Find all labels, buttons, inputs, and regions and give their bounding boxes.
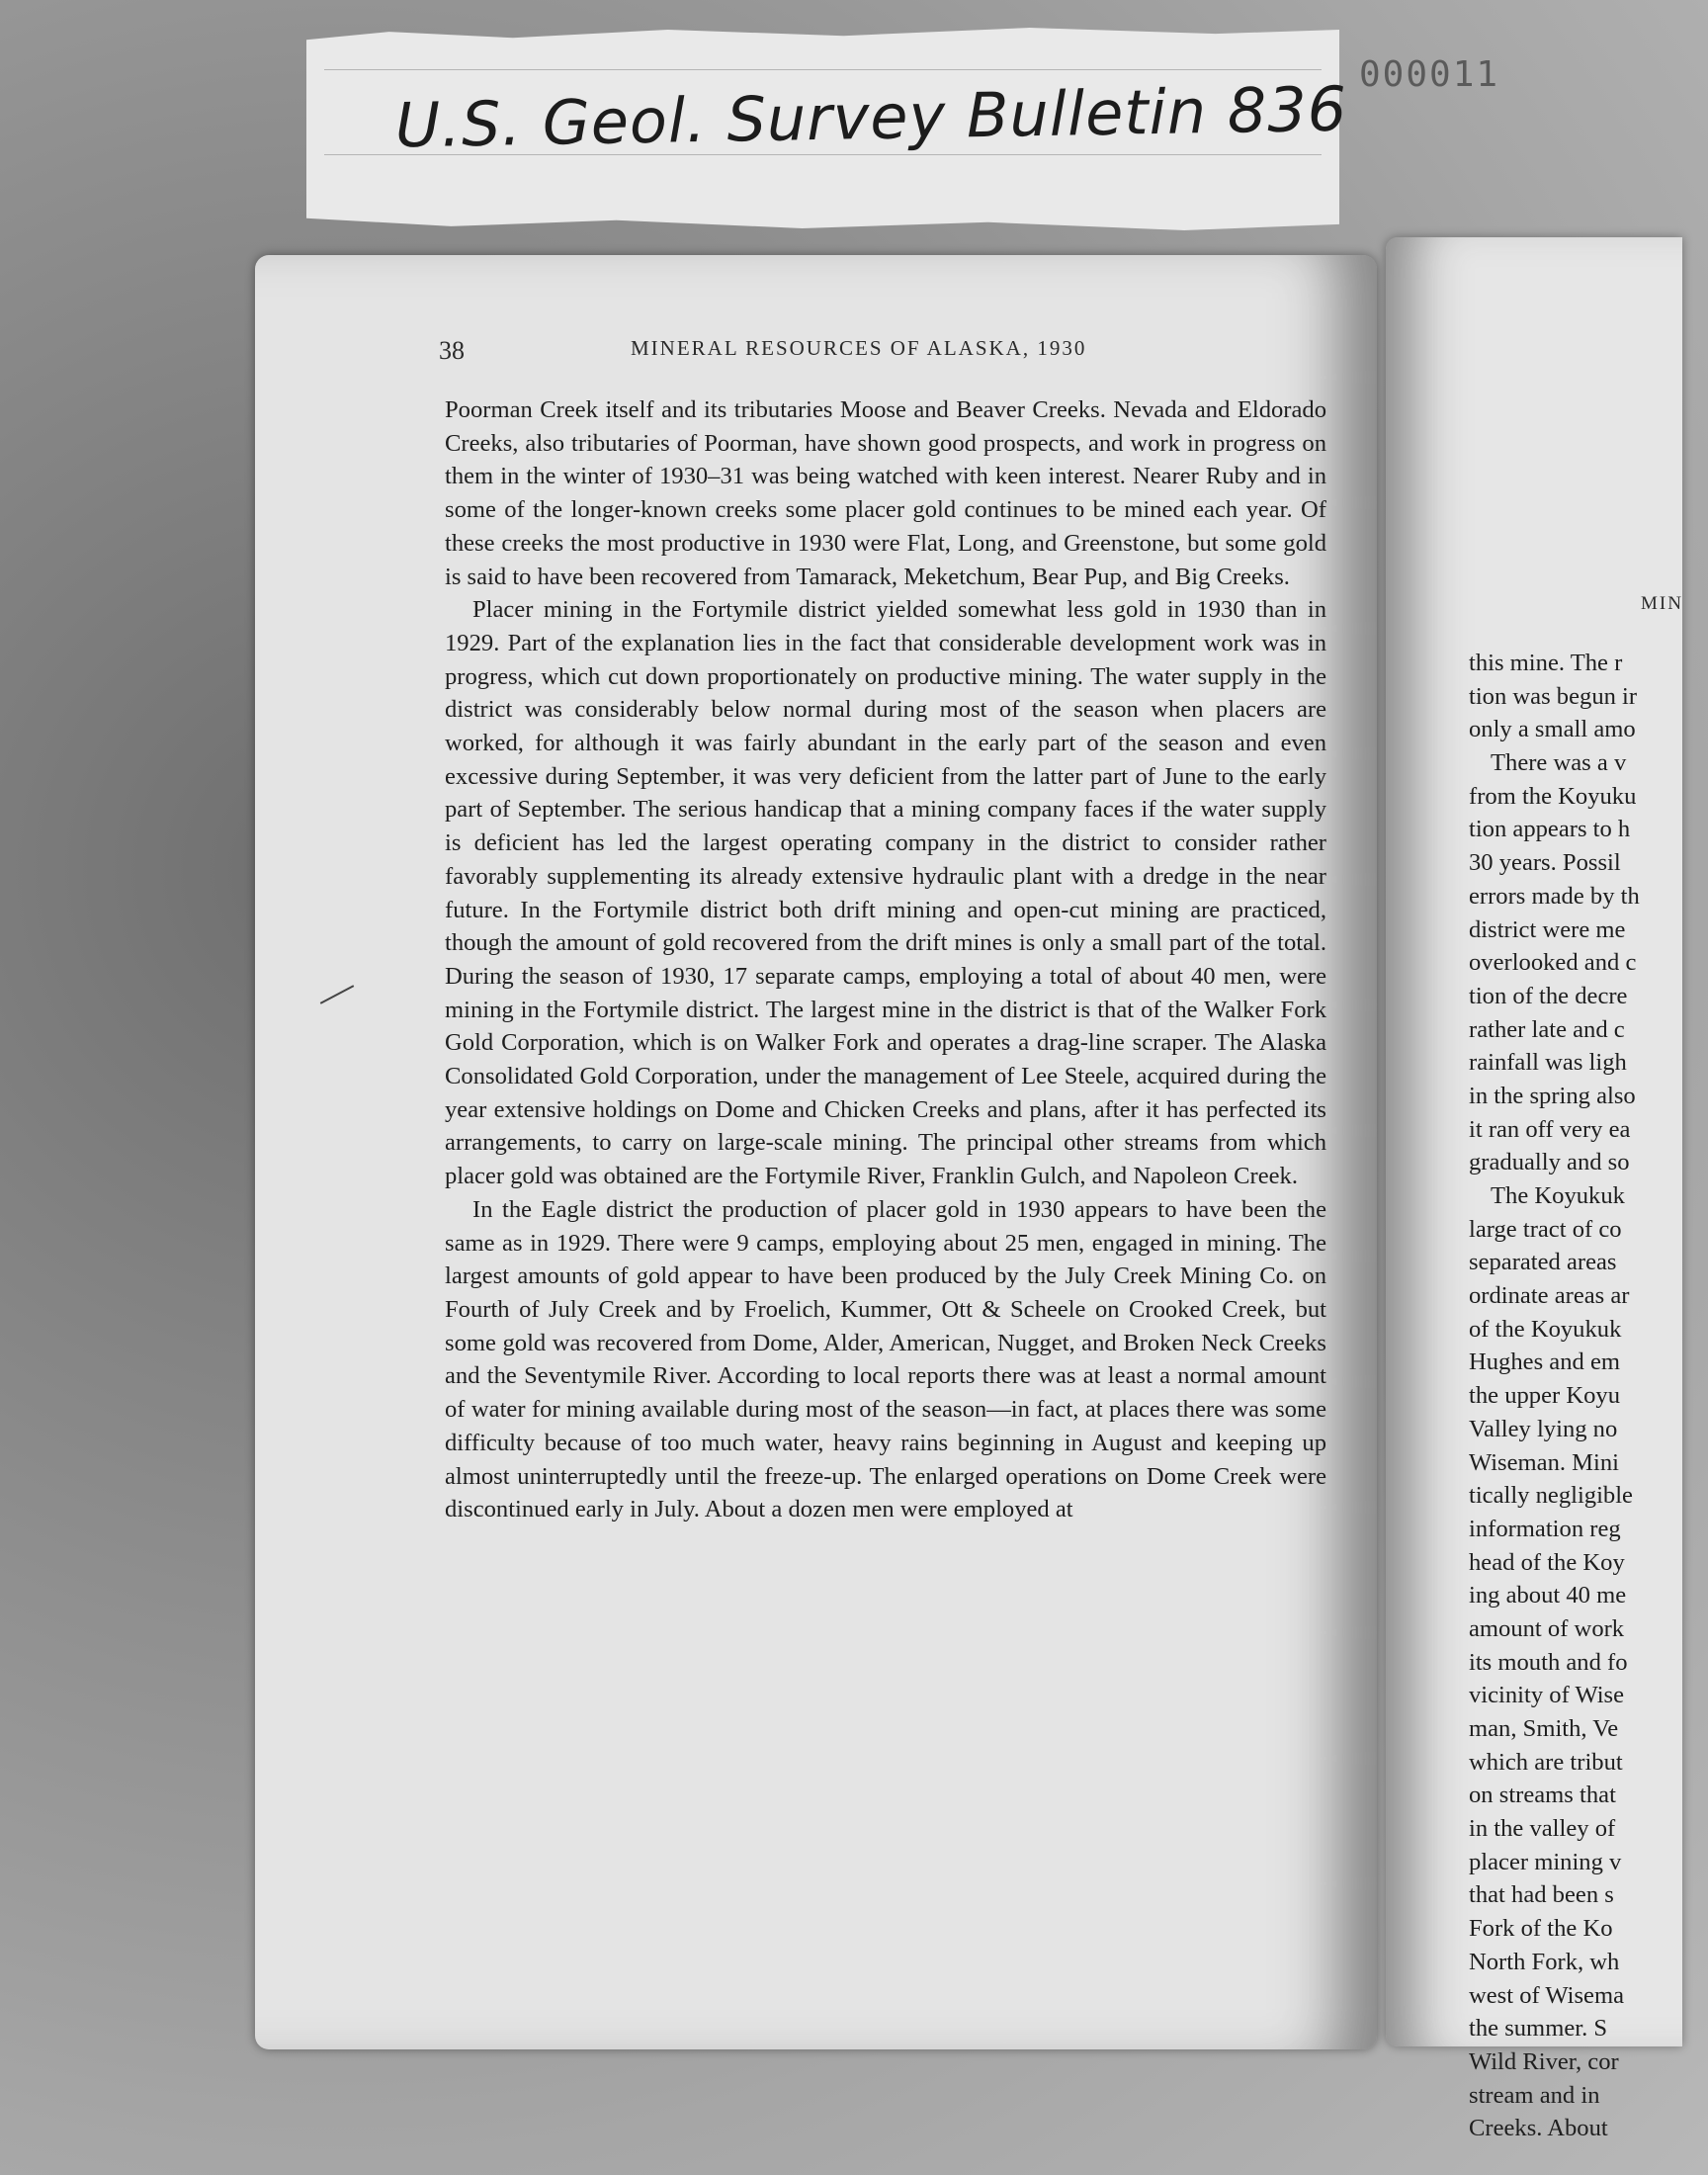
right-page-line: large tract of co [1469,1215,1622,1243]
right-page-line: Hughes and em [1469,1348,1620,1376]
right-page-line: head of the Koy [1469,1548,1625,1576]
right-page-line: rather late and c [1469,1015,1625,1043]
right-page-line: There was a v [1491,749,1627,777]
right-page-line: Fork of the Ko [1469,1915,1613,1943]
right-page-line: errors made by th [1469,882,1640,910]
right-page-line: Wiseman. Mini [1469,1448,1620,1476]
paragraph: Placer mining in the Fortymile district yielded somewhat less gold in 1930 than in 1929. Part of the explanation lies in the fact that considerable development work was in progress, which cut down proportionately on productive mining. The water supply in the district was considerably below normal during most of the season when placers are worked, for although it was fairly abundant in the early part of the season and even excessive during September, it was very deficient from the latter part of June to the early part of September. The serious handicap that a mining company faces if the water supply is deficient has led the largest operating company in the district to consider rather favorably supplementing its already extensive hydraulic plant with a dredge in the near future. In the Fortymile district both drift mining and open-cut mining are practiced, though the amount of gold recovered from the drift mines is only a small part of the total. During the season of 1930, 17 separate camps, employing a total of about 40 men, were mining in the Fortymile district. The largest mine in the district is that of the Walker Fork Gold Corporation, which is on Walker Fork and operates a drag-line scraper. The Alaska Consolidated Gold Corporation, under the management of Lee Steele, acquired during the year extensive holdings on Dome and Chicken Creeks and plans, after it has perfected its arrangements, to carry on large-scale mining. The principal other streams from which placer gold was obtained are the Fortymile River, Franklin Gulch, and Napoleon Creek. [445,596,1326,1190]
right-page-line: that had been s [1469,1881,1614,1909]
right-page-line: Valley lying no [1469,1415,1618,1442]
right-page-line: of the Koyukuk [1469,1315,1622,1343]
archive-stamp: 000011 [1359,54,1500,95]
paragraph: In the Eagle district the production of placer gold in 1930 appears to have been the same as in 1929. There were 9 camps, employing about 25 men, engaged in mining. The largest amounts of gold appear to have been produced by the July Creek Mining Co. on Fourth of July Creek and by Froelich, Kummer, Ott & Scheele on Crooked Creek, but some gold was recovered from Dome, Alder, American, Nugget, and Broken Neck Creeks and the Seventymile River. According to local reports there was at least a normal amount of water for mining available during most of the season—in fact, at places there was some difficulty because of too much water, heavy rains beginning in August and keeping up almost uninterruptedly until the freeze-up. The enlarged operations on Dome Creek were discontinued early in July. About a dozen men were employed at [445,1195,1326,1523]
right-page-line: only a small amo [1469,716,1636,743]
right-page-line: which are tribut [1469,1748,1623,1776]
right-page-line: in the spring also [1469,1082,1636,1109]
right-page [1386,237,1683,2142]
right-page-line: Creeks. About [1469,2115,1608,2142]
right-page-line: on streams that [1469,1782,1616,1809]
right-page-line: North Fork, wh [1469,1948,1620,1975]
handwritten-title: U.S. Geol. Survey Bulletin 836 [394,72,1348,162]
body-text [445,393,1326,1526]
right-page-line: man, Smith, Ve [1469,1715,1619,1742]
right-page-line: overlooked and c [1469,949,1637,977]
right-page-line: ordinate areas ar [1469,1282,1630,1310]
right-page-line: Wild River, cor [1469,2047,1619,2075]
strip-rule [324,69,1322,70]
right-page-line: amount of work [1469,1614,1625,1642]
page-number: 38 [439,336,465,365]
right-page-line: gradually and so [1469,1149,1630,1176]
right-page-line: tion appears to h [1469,816,1631,843]
right-page-text [1469,647,1706,2145]
right-page-line: its mouth and fo [1469,1648,1628,1676]
right-page-line: information reg [1469,1515,1621,1542]
right-page-line: in the valley of [1469,1815,1616,1843]
right-page-line: vicinity of Wise [1469,1682,1625,1709]
running-head: MINERAL RESOURCES OF ALASKA, 1930 [631,336,1087,360]
right-page-line: placer mining v [1469,1848,1622,1875]
right-page-line: tion of the decre [1469,982,1628,1009]
right-page-line: this mine. The r [1469,650,1623,676]
right-page-line: rainfall was ligh [1469,1049,1627,1077]
right-page-line: tion was begun ir [1469,682,1638,710]
right-page-line: the summer. S [1469,2015,1608,2043]
right-page-line: ing about 40 me [1469,1582,1627,1610]
right-running-head: MIN [1641,593,1683,614]
right-page-line: The Koyukuk [1491,1182,1625,1209]
paragraph: Poorman Creek itself and its tributaries Moose and Beaver Creeks. Nevada and Eldorado Creeks, also tributaries of Poorman, have shown good prospects, and work in progress on them in the winter of 1930–31 was being watched with keen interest. Nearer Ruby and in some of the longer-known creeks some placer gold continues to be mined each year. Of these creeks the most productive in 1930 were Flat, Long, and Greenstone, but some gold is said to have been recovered from Tamarack, Meketchum, Bear Pup, and Big Creeks. [445,396,1326,590]
right-page-line: 30 years. Possil [1469,849,1621,877]
right-page-line: west of Wisema [1469,1981,1625,2009]
right-page-line: the upper Koyu [1469,1382,1620,1410]
right-page-line: it ran off very ea [1469,1115,1631,1143]
right-page-line: stream and in [1469,2081,1600,2109]
right-page-line: from the Koyuku [1469,782,1637,810]
right-page-line: district were me [1469,915,1626,943]
right-page-line: separated areas [1469,1249,1617,1276]
right-page-line: tically negligible [1469,1482,1633,1510]
